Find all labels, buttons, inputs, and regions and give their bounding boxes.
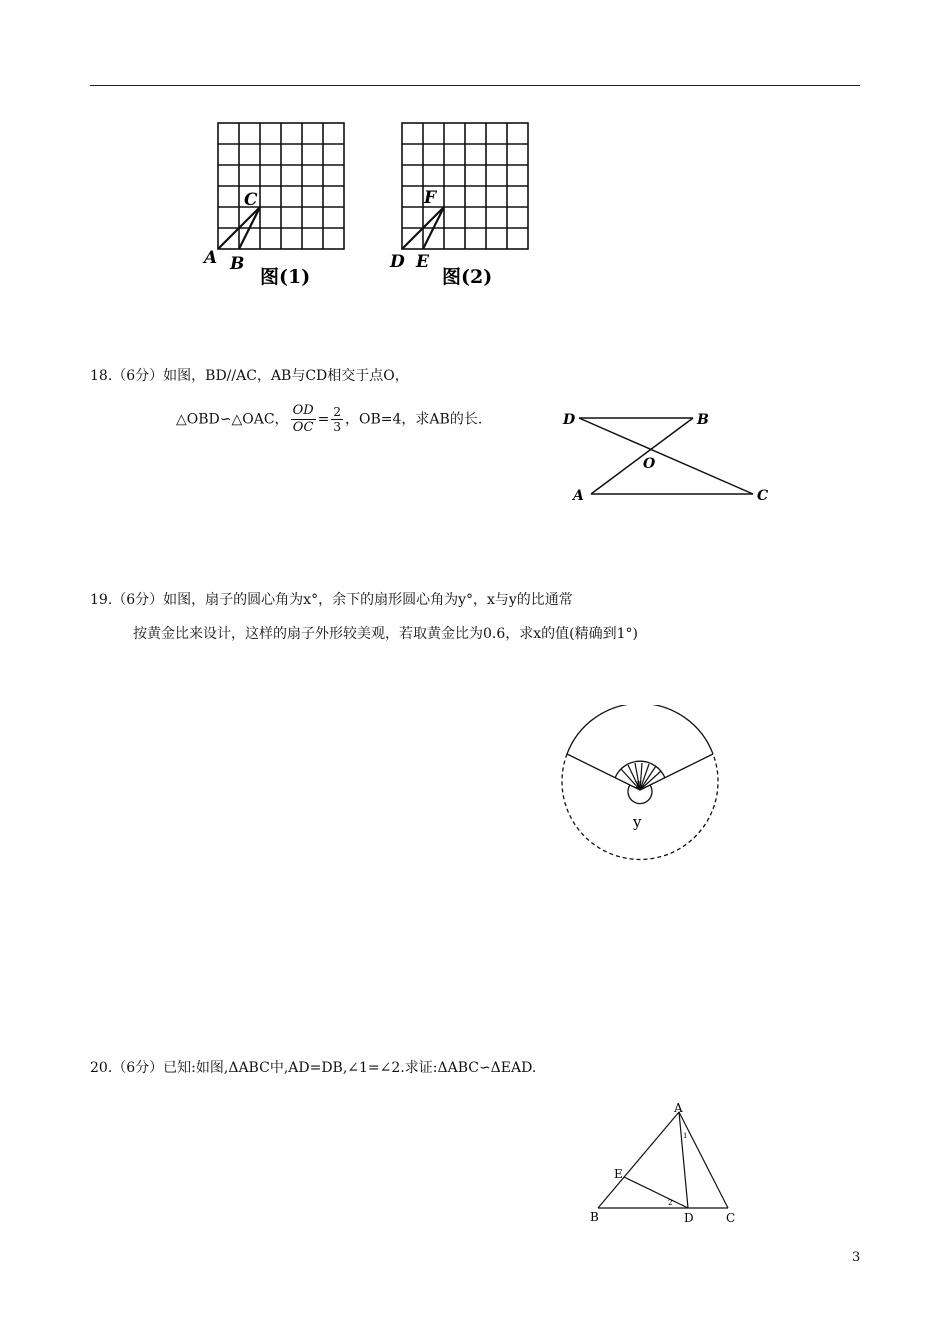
- label-b: B: [590, 1210, 599, 1224]
- angle-label-2: 2: [668, 1199, 673, 1207]
- fraction-two-thirds: [331, 405, 343, 434]
- label-a: A: [204, 248, 218, 268]
- figure-caption: 图(1): [260, 266, 311, 288]
- q20-triangle-figure: [580, 1098, 750, 1228]
- equals-sign: =: [317, 411, 330, 428]
- segment-ab: [598, 1112, 679, 1208]
- fraction-numerator: OD: [292, 403, 314, 418]
- q18-line2: [176, 403, 482, 436]
- fan-outer-arc: [567, 705, 713, 754]
- angle-label-1: 1: [683, 1132, 688, 1140]
- q18-figure: [555, 400, 785, 510]
- fan-right-edge: [640, 754, 713, 790]
- fraction-denominator: OC: [292, 420, 314, 435]
- fan-left-edge: [567, 754, 640, 790]
- q19-line2: 按黄金比来设计，这样的扇子外形较美观，若取黄金比为0.6，求x的值(精确到1°): [133, 626, 638, 642]
- fraction-od-oc: [291, 403, 316, 436]
- q19-line1: 19.（6分）如图，扇子的圆心角为x°，余下的扇形圆心角为y°，x与y的比通常: [90, 592, 573, 608]
- label-a: A: [674, 1101, 683, 1115]
- label-c: C: [757, 488, 769, 504]
- label-c: C: [726, 1211, 736, 1225]
- q20-line1: 20.（6分）已知:如图,ΔABC中,AD=DB,∠1=∠2.求证:ΔABC∽ΔEAD.: [90, 1060, 537, 1076]
- label-d: D: [390, 252, 405, 272]
- fan-inner-arc: [615, 761, 665, 778]
- label-e: E: [416, 252, 429, 272]
- label-c: C: [244, 190, 258, 210]
- fraction-numerator: 2: [333, 405, 342, 419]
- label-a: A: [573, 488, 584, 504]
- segment-ed: [624, 1177, 688, 1208]
- grid-figure-2: [382, 115, 552, 295]
- fan-remaining-arc: [562, 754, 718, 859]
- label-f: F: [424, 188, 437, 208]
- label-d: D: [563, 412, 576, 428]
- q19-fan-figure: [555, 705, 725, 880]
- fraction-denominator: 3: [333, 420, 342, 434]
- label-b: B: [697, 412, 709, 428]
- label-x: x: [635, 777, 642, 791]
- q18-ask-text: ，OB=4，求AB的长.: [345, 411, 483, 428]
- q18-line1: 18.（6分）如图，BD//AC，AB与CD相交于点O，: [90, 368, 409, 384]
- label-e: E: [614, 1167, 623, 1181]
- label-b: B: [230, 254, 245, 274]
- q18-similar-text: △OBD∽△OAC，: [176, 411, 289, 428]
- page-number: 3: [852, 1250, 861, 1265]
- label-o: O: [643, 456, 656, 472]
- grid-figure-1: [198, 115, 368, 295]
- label-y: y: [633, 813, 642, 831]
- figure-caption: 图(2): [442, 266, 493, 288]
- label-d: D: [684, 1211, 694, 1225]
- header-rule: [90, 85, 860, 86]
